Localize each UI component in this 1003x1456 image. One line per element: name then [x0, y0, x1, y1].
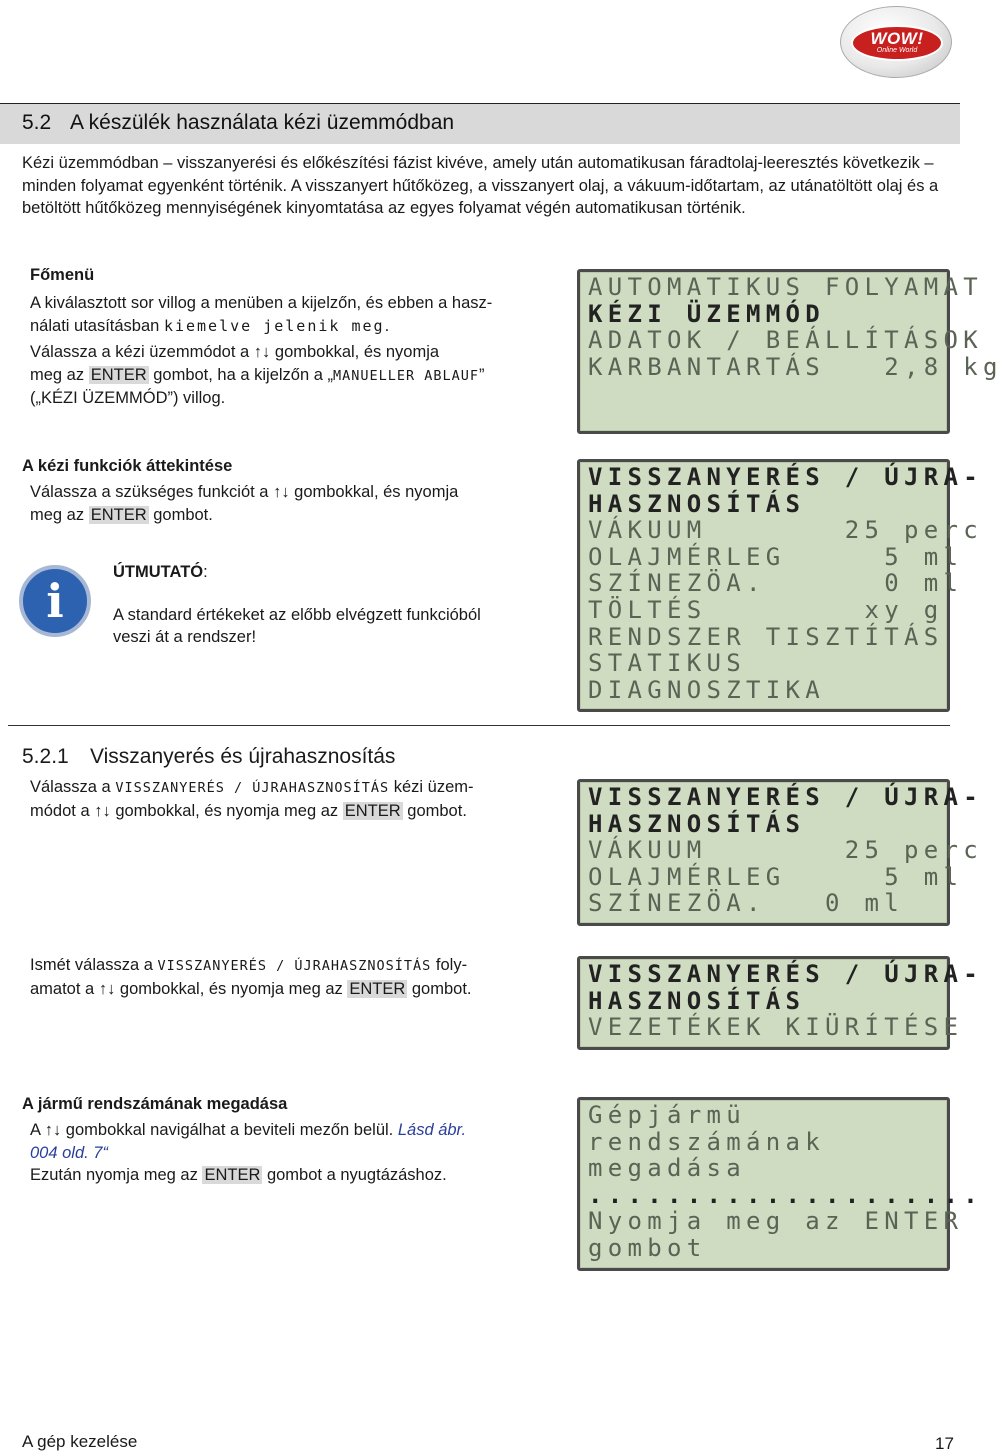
recovery-p2c: amatot a [30, 979, 95, 998]
overview-line2b: gombot. [153, 505, 213, 524]
logo-word: WOW! [870, 29, 924, 48]
enter-key-label: ENTER [344, 801, 401, 820]
page-number: 17 [935, 1434, 954, 1453]
enter-key-label: ENTER [90, 365, 147, 384]
recovery-p1b: kézi üzem- [393, 778, 474, 796]
info-note-text2: veszi át a rendszer! [113, 628, 257, 646]
recovery-p2a: Ismét válassza a [30, 956, 153, 974]
fomenu-highlight-text: kiemelve jelenik meg [163, 316, 385, 335]
info-note-colon: : [203, 563, 208, 581]
lcd-line-highlighted: HASZNOSÍTÁS [588, 489, 806, 518]
fomenu-line2b: gombokkal, és nyomja [274, 343, 440, 361]
info-icon: i [19, 565, 91, 637]
section-title-text: A készülék használata kézi üzemmódban [70, 111, 455, 134]
info-note [113, 561, 553, 649]
fomenu-text [30, 292, 570, 410]
recovery-mode-mono: VISSZANYERÉS / ÚJRAHASZNOSÍTÁS [115, 780, 390, 796]
lcd-line-highlighted: VISSZANYERÉS / ÚJRA- [588, 960, 983, 988]
fomenu-line2a: Válassza a kézi üzemmódot a [30, 343, 250, 361]
up-down-arrows-icon: ↑↓ [94, 801, 111, 820]
enter-key-label: ENTER [90, 505, 147, 524]
lcd-line-highlighted: VISSZANYERÉS / ÚJRA- [588, 783, 983, 811]
lcd-line-highlighted: VISSZANYERÉS / ÚJRA- [588, 463, 983, 491]
lcd-line: SZÍNEZÖA. 0 ml [588, 889, 904, 918]
overview-line1b: gombokkal, és nyomja [294, 483, 459, 501]
lcd-recovery-values [577, 779, 983, 926]
recovery-p1c: módot a [30, 801, 90, 820]
lcd-main-menu [577, 269, 1003, 434]
intro-paragraph: Kézi üzemmódban – visszanyerési és előkészítési fázist kivéve, amely után automatikusan fáradtolaj-leeresztés következik – minden folyamat egyenként történik. A visszanyert hűtőközeg, a visszanyert olaj, a vákuum-időtartam, az utánatöltött olaj és a betöltött hűtőközeg mennyiségének kinyomtatása az egyes folyamat végén automatikusan történik. [22, 154, 939, 217]
plate-l1a: A [30, 1121, 41, 1139]
fomenu-line1-end: . [384, 316, 390, 335]
footer-chapter: A gép kezelése [22, 1432, 138, 1451]
lcd-line: SZÍNEZÖA. 0 ml [588, 569, 964, 598]
fomenu-line1a: A kiválasztott sor villog a menüben a kijelzőn, és ebben a hasz- [30, 294, 493, 312]
lcd-line: Gépjármü [588, 1101, 746, 1129]
up-down-arrows-icon: ↑↓ [44, 1121, 62, 1139]
section-number: 5.2 [22, 111, 52, 134]
recovery-p2e: gombot. [411, 979, 472, 998]
lcd-line: STATIKUS [588, 649, 746, 678]
subsection-title-text: Visszanyerés és újrahasznosítás [90, 745, 396, 768]
lcd-line: RENDSZER TISZTÍTÁS [588, 622, 944, 651]
lcd-line: rendszámának [588, 1127, 825, 1156]
lcd-line: VÁKUUM 25 perc [588, 516, 983, 545]
lcd-line: OLAJMÉRLEG 5 ml [588, 542, 964, 571]
fomenu-heading: Főmenü [30, 266, 95, 284]
lcd-line: gombot [588, 1233, 707, 1262]
fomenu-line1b: nálati utasításban [30, 316, 160, 335]
recovery-process-mono: VISSZANYERÉS / ÚJRAHASZNOSÍTÁS [157, 958, 432, 974]
recovery-p2d: gombokkal, és nyomja meg az [119, 979, 343, 998]
lcd-recovery-lines [577, 956, 983, 1050]
subsection-number: 5.2.1 [22, 745, 69, 768]
recovery-p1d: gombokkal, és nyomja meg az [115, 801, 339, 820]
lcd-line: OLAJMÉRLEG 5 ml [588, 862, 964, 891]
lcd-line: VEZETÉKEK KIÜRÍTÉSE [588, 1013, 964, 1042]
figure-reference-page[interactable]: 004 old. 7 [30, 1143, 103, 1162]
recovery-p2b: foly- [435, 956, 468, 974]
plate-l1b: gombokkal navigálhat a beviteli mezőn belül. [65, 1121, 394, 1139]
lcd-line: Nyomja meg az ENTER [588, 1207, 964, 1236]
info-note-text1: A standard értékeket az előbb elvégzett funkcióból [113, 605, 481, 624]
lcd-plate-entry [577, 1097, 983, 1271]
lcd-line: KARBANTARTÁS 2,8 kg [588, 352, 1003, 381]
plate-text [30, 1119, 562, 1187]
lcd-line: AUTOMATIKUS FOLYAMAT [588, 273, 983, 301]
recovery-p1e: gombot. [407, 801, 467, 820]
section-divider [8, 725, 950, 726]
fomenu-line3a: meg az [30, 365, 85, 384]
logo-badge [851, 25, 943, 61]
fomenu-line3b: gombot, ha a kijelzőn a „ [153, 365, 333, 384]
fomenu-line4: („KÉZI ÜZEMMÓD”) villog. [30, 389, 226, 407]
fomenu-block [30, 266, 570, 410]
recovery-instruction-2 [30, 954, 560, 1000]
lcd-line-highlighted: HASZNOSÍTÁS [588, 986, 806, 1015]
info-note-label: ÚTMUTATÓ [113, 563, 204, 581]
fomenu-manueller-text: MANUELLER ABLAUF [333, 367, 480, 384]
lcd-manual-functions [577, 459, 983, 712]
enter-key-label: ENTER [349, 979, 406, 998]
figure-reference-end: “ [102, 1143, 108, 1162]
plate-l3b: gombot a nyugtázáshoz. [266, 1166, 447, 1184]
lcd-line: ADATOK / BEÁLLÍTÁSOK [588, 326, 983, 355]
plate-heading: A jármű rendszámának megadása [22, 1095, 288, 1113]
overview-heading: A kézi funkciók áttekintése [22, 457, 233, 475]
up-down-arrows-icon: ↑↓ [98, 979, 116, 998]
fomenu-line3-end: ” [479, 365, 485, 384]
plate-block [22, 1095, 562, 1187]
lcd-line: DIAGNOSZTIKA [588, 675, 825, 704]
recovery-instruction-1 [30, 776, 560, 822]
up-down-arrows-icon: ↑↓ [273, 483, 290, 501]
overview-text [30, 481, 562, 526]
enter-key-label: ENTER [204, 1166, 261, 1184]
overview-line1a: Válassza a szükséges funkciót a [30, 483, 269, 501]
overview-block [22, 457, 562, 526]
lcd-line: megadása [588, 1154, 746, 1183]
up-down-arrows-icon: ↑↓ [253, 343, 271, 361]
subsection-title [22, 745, 395, 769]
lcd-line-highlighted: KÉZI ÜZEMMÓD [588, 299, 825, 328]
lcd-input-field: .................... [588, 1180, 983, 1209]
section-title [22, 111, 454, 135]
lcd-line: VÁKUUM 25 perc [588, 836, 983, 865]
brand-logo [840, 6, 952, 78]
overview-line2a: meg az [30, 505, 85, 524]
logo-subtitle: Online World [876, 47, 918, 54]
recovery-p1a: Válassza a [30, 778, 111, 796]
lcd-line: TÖLTÉS xy g [588, 595, 944, 624]
plate-l3a: Ezután nyomja meg az [30, 1166, 198, 1184]
lcd-line-highlighted: HASZNOSÍTÁS [588, 809, 806, 838]
figure-reference-link[interactable]: Lásd ábr. [397, 1121, 467, 1139]
